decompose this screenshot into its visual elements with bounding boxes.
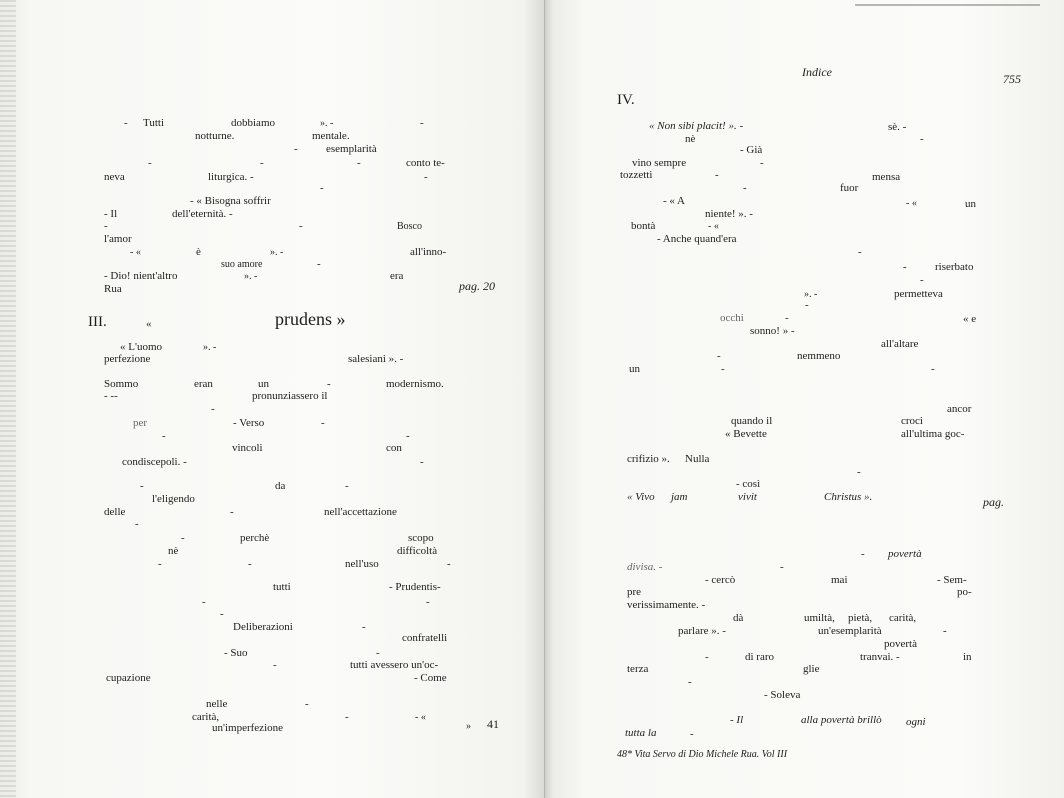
text-fragment: - Prudentis- xyxy=(389,581,441,593)
text-fragment: riserbato xyxy=(935,261,974,273)
text-fragment: suo amore xyxy=(221,259,263,270)
text-fragment: - xyxy=(158,558,162,570)
text-fragment: - xyxy=(376,647,380,659)
text-fragment: niente! ». - xyxy=(705,208,753,220)
text-fragment: - xyxy=(931,363,935,375)
text-fragment: - xyxy=(124,117,128,129)
text-fragment: - « xyxy=(708,221,719,232)
text-fragment: nell'accettazione xyxy=(324,506,397,518)
text-fragment: glie xyxy=(803,663,820,675)
text-fragment: - xyxy=(857,466,861,478)
page-edge xyxy=(0,0,16,798)
text-fragment: nè xyxy=(685,133,696,145)
text-fragment: condiscepoli. - xyxy=(122,456,187,468)
text-fragment: carità, xyxy=(192,711,220,723)
text-fragment: » xyxy=(466,721,471,732)
text-fragment: all'ultima goc- xyxy=(901,428,965,440)
running-head: Indice xyxy=(802,65,832,79)
text-fragment: - xyxy=(920,274,924,286)
text-fragment: - xyxy=(721,363,725,375)
text-fragment: pietà, xyxy=(848,612,873,624)
text-fragment: neva xyxy=(104,171,125,183)
text-fragment: scopo xyxy=(408,532,434,544)
text-fragment: tranvai. - xyxy=(860,651,900,663)
text-fragment: - xyxy=(760,157,764,169)
text-fragment: - xyxy=(211,403,215,415)
text-fragment: vino sempre xyxy=(632,157,687,169)
text-fragment: un'imperfezione xyxy=(212,722,284,734)
text-fragment: - xyxy=(426,596,430,608)
text-fragment: - Il xyxy=(730,714,744,726)
text-fragment: nè xyxy=(168,545,179,557)
text-fragment: nelle xyxy=(206,698,228,710)
text-fragment: « L'uomo xyxy=(120,341,163,353)
text-fragment: - xyxy=(357,157,361,169)
text-fragment: - xyxy=(785,312,789,324)
text-fragment: permetteva xyxy=(894,288,943,300)
text-fragment: - xyxy=(805,299,809,311)
section-numeral: IV. xyxy=(617,92,635,108)
text-fragment: - cercò xyxy=(705,574,736,586)
text-fragment: un xyxy=(258,378,269,390)
text-fragment: po- xyxy=(957,586,972,598)
text-fragment: - Già xyxy=(740,144,763,156)
text-fragment: nemmeno xyxy=(797,350,841,362)
text-fragment: - Verso xyxy=(233,417,265,429)
text-fragment: - xyxy=(320,182,324,194)
text-fragment: - Suo xyxy=(224,647,248,659)
text-fragment: all'altare xyxy=(881,338,919,350)
text-fragment: - così xyxy=(736,478,761,490)
text-fragment: carità, xyxy=(889,612,917,624)
text-fragment: - xyxy=(743,182,747,194)
page-reference: pag. 20 xyxy=(459,279,495,293)
text-fragment: - xyxy=(345,711,349,723)
text-fragment: delle xyxy=(104,506,126,518)
text-fragment: ». - xyxy=(203,342,217,353)
text-fragment: vincoli xyxy=(232,442,263,454)
text-fragment: - xyxy=(181,532,185,544)
text-fragment: - xyxy=(920,133,924,145)
text-fragment: perfezione xyxy=(104,353,151,365)
text-fragment: ». - xyxy=(804,289,818,300)
text-fragment: - « Bisogna soffrir xyxy=(190,195,271,207)
text-fragment: - xyxy=(148,157,152,169)
text-fragment: un'esemplarità xyxy=(818,625,882,637)
text-fragment: - Soleva xyxy=(764,689,801,701)
text-fragment: « Non sibi placit! ». - xyxy=(649,120,744,132)
text-fragment: « Vivo xyxy=(627,491,655,503)
text-fragment: jam xyxy=(671,491,688,503)
text-fragment: « Bevette xyxy=(725,428,767,440)
text-fragment: ancor xyxy=(947,403,972,415)
text-fragment: Christus ». xyxy=(824,491,873,503)
text-fragment: confratelli xyxy=(402,632,448,644)
text-fragment: - xyxy=(299,220,303,232)
text-fragment: vivit xyxy=(738,491,757,503)
text-fragment: - xyxy=(715,169,719,181)
text-fragment: - xyxy=(135,518,139,530)
text-fragment: liturgica. - xyxy=(208,171,254,183)
text-fragment: fuor xyxy=(840,182,859,194)
text-fragment: è xyxy=(196,246,201,258)
page-reference: pag. xyxy=(983,495,1004,509)
text-fragment: - xyxy=(260,157,264,169)
text-fragment: - xyxy=(220,608,224,620)
text-fragment: Deliberazioni xyxy=(233,621,293,633)
text-fragment: - xyxy=(780,561,784,573)
text-fragment: - xyxy=(362,621,366,633)
page-footer: 48* Vita Servo di Dio Michele Rua. Vol III xyxy=(617,749,788,760)
text-fragment: ». - xyxy=(244,271,258,282)
text-fragment: - xyxy=(273,659,277,671)
text-fragment: ogni xyxy=(906,716,926,728)
text-fragment: - xyxy=(230,506,234,518)
text-fragment: dobbiamo xyxy=(231,117,275,129)
section-heading: prudens » xyxy=(275,309,346,329)
text-fragment: tozzetti xyxy=(620,169,653,181)
text-fragment: - Come xyxy=(414,672,447,684)
text-fragment: per xyxy=(133,417,148,429)
text-fragment: - Il xyxy=(104,208,118,220)
page-number: 41 xyxy=(487,717,499,731)
text-fragment: Tutti xyxy=(143,117,165,129)
text-fragment: Sommo xyxy=(104,378,139,390)
text-fragment: quando il xyxy=(731,415,773,427)
text-fragment: - xyxy=(162,430,166,442)
text-fragment: - xyxy=(345,480,349,492)
text-fragment: cupazione xyxy=(106,672,151,684)
text-fragment: un xyxy=(965,198,976,210)
text-fragment: - « xyxy=(906,198,917,209)
text-fragment: povertà xyxy=(888,548,922,560)
text-fragment: verissimamente. - xyxy=(627,599,706,611)
text-fragment: - xyxy=(140,480,144,492)
text-fragment: umiltà, xyxy=(804,612,835,624)
text-fragment: - xyxy=(305,698,309,710)
text-fragment: - xyxy=(104,220,108,232)
text-fragment: era xyxy=(390,270,404,282)
text-fragment: - xyxy=(705,651,709,663)
text-fragment: - xyxy=(420,117,424,129)
text-fragment: all'inno- xyxy=(410,246,447,258)
right-page xyxy=(545,0,1064,798)
text-fragment: notturne. xyxy=(195,130,235,142)
text-fragment: - xyxy=(858,246,862,258)
text-fragment: Rua xyxy=(104,283,122,295)
text-fragment: - xyxy=(248,558,252,570)
text-fragment: pre xyxy=(627,586,642,598)
text-fragment: - xyxy=(861,548,865,560)
text-fragment: bontà xyxy=(631,220,656,232)
text-fragment: - xyxy=(690,728,694,740)
text-fragment: - xyxy=(424,171,428,183)
text-fragment: Bosco xyxy=(397,221,422,232)
text-fragment: - xyxy=(943,625,947,637)
text-fragment: occhi xyxy=(720,312,744,324)
text-fragment: con xyxy=(386,442,402,454)
text-fragment: difficoltà xyxy=(397,545,438,557)
text-fragment: ». - xyxy=(320,118,334,129)
text-fragment: perchè xyxy=(240,532,270,544)
text-fragment: un xyxy=(629,363,640,375)
text-fragment: mensa xyxy=(872,171,901,183)
text-fragment: - Sem- xyxy=(937,574,967,586)
text-fragment: da xyxy=(275,480,286,492)
text-fragment: - Anche quand'era xyxy=(657,233,737,245)
text-fragment: mai xyxy=(831,574,848,586)
text-fragment: - xyxy=(447,558,451,570)
text-fragment: - -- xyxy=(104,390,118,402)
text-fragment: modernismo. xyxy=(386,378,444,390)
text-fragment: mentale. xyxy=(312,130,350,142)
text-fragment: sè. - xyxy=(888,121,907,133)
text-fragment: - « xyxy=(130,247,141,258)
text-fragment: - xyxy=(717,350,721,362)
text-fragment: - « xyxy=(415,712,426,723)
scan-artifact-rule xyxy=(855,4,1040,6)
text-fragment: esemplarità xyxy=(326,143,377,155)
text-fragment: - xyxy=(903,261,907,273)
text-fragment: « xyxy=(146,318,152,330)
text-fragment: ». - xyxy=(270,247,284,258)
text-fragment: di raro xyxy=(745,651,775,663)
text-fragment: crifizio ». xyxy=(627,453,670,465)
text-fragment: l'eligendo xyxy=(152,493,195,505)
text-fragment: Nulla xyxy=(685,453,710,465)
text-fragment: salesiani ». - xyxy=(348,353,404,365)
text-fragment: - xyxy=(688,676,692,688)
text-fragment: - « A xyxy=(663,195,685,207)
text-fragment: tutti avessero un'oc- xyxy=(350,659,439,671)
text-fragment: croci xyxy=(901,415,923,427)
text-fragment: tutti xyxy=(273,581,291,593)
text-fragment: alla povertà brillò xyxy=(801,714,882,726)
text-fragment: - Dio! nient'altro xyxy=(104,270,178,282)
text-fragment: l'amor xyxy=(104,233,132,245)
text-fragment: dà xyxy=(733,612,744,624)
text-fragment: divisa. - xyxy=(627,561,663,573)
text-fragment: - xyxy=(420,456,424,468)
text-fragment: - xyxy=(327,378,331,390)
text-fragment: « e xyxy=(963,313,977,325)
text-fragment: - xyxy=(321,417,325,429)
text-fragment: in xyxy=(963,651,972,663)
text-fragment: - xyxy=(317,258,321,270)
text-fragment: - xyxy=(406,430,410,442)
text-fragment: nell'uso xyxy=(345,558,379,570)
section-numeral: III. xyxy=(88,314,107,330)
text-fragment: parlare ». - xyxy=(678,625,726,637)
text-fragment: pronunziassero il xyxy=(252,390,328,402)
text-fragment: conto te- xyxy=(406,157,445,169)
page-number: 755 xyxy=(1003,72,1021,86)
text-fragment: - xyxy=(294,143,298,155)
text-fragment: povertà xyxy=(884,638,917,650)
text-fragment: eran xyxy=(194,378,213,390)
text-fragment: tutta la xyxy=(625,727,657,739)
text-fragment: dell'eternità. - xyxy=(172,208,233,220)
text-fragment: - xyxy=(202,596,206,608)
text-fragment: terza xyxy=(627,663,649,675)
text-fragment: sonno! » - xyxy=(750,325,795,337)
